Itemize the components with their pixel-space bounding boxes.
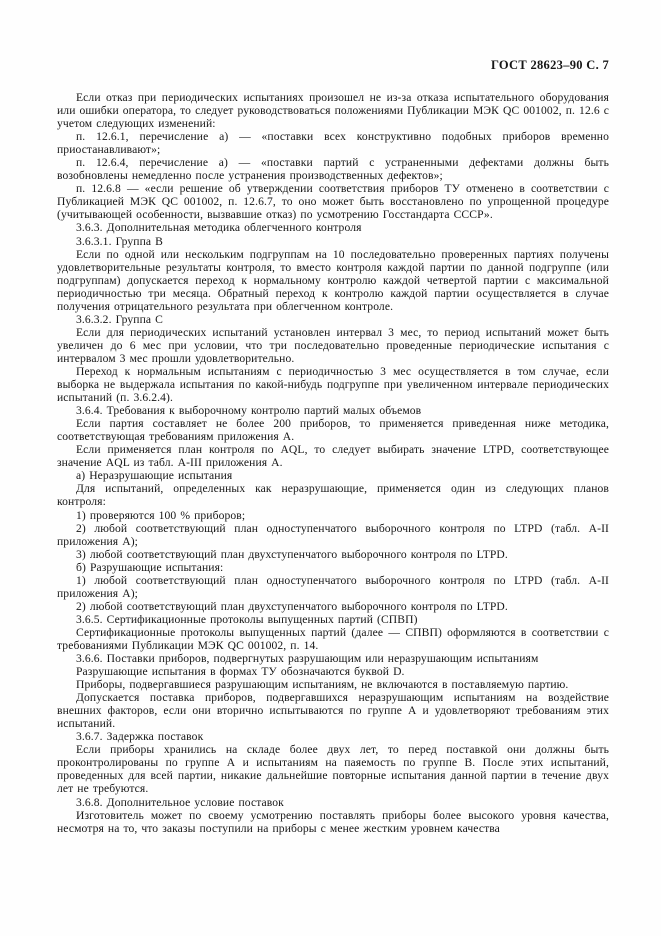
item-12-6-1: п. 12.6.1, перечисление а) — «поставки всех конструктивно подобных приборов временно приостанавливают»; [57, 130, 609, 157]
list-heading-a: а) Неразрушающие испытания [76, 469, 233, 483]
section-heading-3-6-4: 3.6.4. Требования к выборочному контролю партий малых объемов [76, 404, 422, 418]
section-heading-3-6-3-2: 3.6.3.2. Группа С [76, 312, 163, 326]
paragraph-group-c-2: Переход к нормальным испытаниям с периодичностью 3 мес осуществляется в том случае, если выборка не выдержала испытания по какой-нибудь подгруппе при увеличенном интервале периодических испытаний (п. 3.6.2.4). [57, 364, 609, 405]
section-heading-3-6-3: 3.6.3. Дополнительная методика облегченного контроля [76, 221, 362, 235]
document-body [57, 91, 609, 835]
paragraph-group-c-1: Если для периодических испытаний установлен интервал 3 мес, то период испытаний может быть увеличен до 6 мес при условии, что три последовательно проведенные периодические испытания с интервалом 3 мес прошли удовлетворительно. [57, 325, 609, 365]
paragraph-destructive-letter-d: Разрушающие испытания в формах ТУ обозначаются буквой D. [76, 665, 405, 679]
paragraph-storage-delay: Если приборы хранились на складе более двух лет, то перед поставкой они должны быть проконтролированы по группе А и испытаниям на паяемость по группе В. После этих испытаний, проведенных для всей партии, никакие дальнейшие повторные испытания данной партии в течение двух лет не требуются. [57, 743, 609, 796]
paragraph-group-b: Если по одной или нескольким подгруппам на 10 последовательно проверенных партиях получены удовлетворительные результаты контроля, то вместо контроля каждой партии по данной подгруппе (или подгруппам) допускается переход к нормальному контролю каждой четвертой партии с максимальной периодичностью три месяца. Обратный переход к контролю каждой партии осуществляется в случае получения отрицательного результата при облегченном контроле. [57, 247, 609, 313]
paragraph-small-lots-2: Если применяется план контроля по AQL, то следует выбирать значение LTPD, соответствующее значение AQL из табл. А-III приложения А. [57, 443, 609, 470]
paragraph-nondestructive-intro: Для испытаний, определенных как неразрушающие, применяется один из следующих планов контроля: [57, 482, 609, 509]
paragraph-small-lots-1: Если партия составляет не более 200 приборов, то применяется приведенная ниже методика, соответствующая требованиям приложения А. [57, 417, 609, 444]
section-heading-3-6-3-1: 3.6.3.1. Группа В [76, 234, 163, 248]
paragraph-destructive-exclusion: Приборы, подвергавшиеся разрушающим испытаниям, не включаются в поставляемую партию. [76, 678, 569, 692]
item-12-6-8: п. 12.6.8 — «если решение об утверждении соответствия приборов ТУ отменено в соответствии с Публикацией МЭК QC 001002, п. 12.6.7, то оно может быть восстановлено по упрощенной процедуре (учитывающей особенности, вызвавшие отказ) по усмотрению Госстандарта СССР». [57, 182, 609, 222]
section-heading-3-6-5: 3.6.5. Сертификационные протоколы выпущенных партий (СПВП) [76, 612, 418, 626]
list-item-b-2: 2) любой соответствующий план двухступенчатого выборочного контроля по LTPD. [76, 599, 508, 613]
section-heading-3-6-7: 3.6.7. Задержка поставок [76, 730, 204, 744]
running-header: ГОСТ 28623–90 С. 7 [490, 58, 609, 72]
list-item-a-2: 2) любой соответствующий план одноступенчатого выборочного контроля по LTPD (табл. А-II приложения А); [57, 521, 609, 548]
section-heading-3-6-6: 3.6.6. Поставки приборов, подвергнутых разрушающим или неразрушающим испытаниям [76, 652, 539, 666]
section-heading-3-6-8: 3.6.8. Дополнительное условие поставок [76, 795, 284, 809]
list-heading-b: б) Разрушающие испытания: [76, 560, 224, 574]
paragraph-intro: Если отказ при периодических испытаниях произошел не из-за отказа испытательного оборудования или ошибки оператора, то следует руководствоваться положениями Публикации МЭК QC 001002, п. 12.6 с учетом следующих изменений: [57, 91, 609, 131]
paragraph-nondestructive-delivery: Допускается поставка приборов, подвергавшихся неразрушающим испытаниям на воздействие внешних факторов, если они вторично испытываются по группе А и удовлетворяют требованиям этих испытаний. [57, 691, 609, 731]
list-item-b-1: 1) любой соответствующий план одноступенчатого выборочного контроля по LTPD (табл. А-II приложения А); [57, 573, 609, 600]
paragraph-quality-level: Изготовитель может по своему усмотрению поставлять приборы более высокого уровня качества, несмотря на то, что заказы поступили на приборы с менее жестким уровнем качества [57, 808, 609, 835]
list-item-a-1: 1) проверяются 100 % приборов; [76, 508, 246, 522]
list-item-a-3: 3) любой соответствующий план двухступенчатого выборочного контроля по LTPD. [76, 547, 508, 561]
paragraph-spvp: Сертификационные протоколы выпущенных партий (далее — СПВП) оформляются в соответствии с требованиями Публикации МЭК QC 001002, п. 14. [57, 625, 609, 652]
item-12-6-4: п. 12.6.4, перечисление а) — «поставки партий с устраненными дефектами должны быть возобновлены немедленно после устранения производственных дефектов»; [57, 156, 609, 183]
